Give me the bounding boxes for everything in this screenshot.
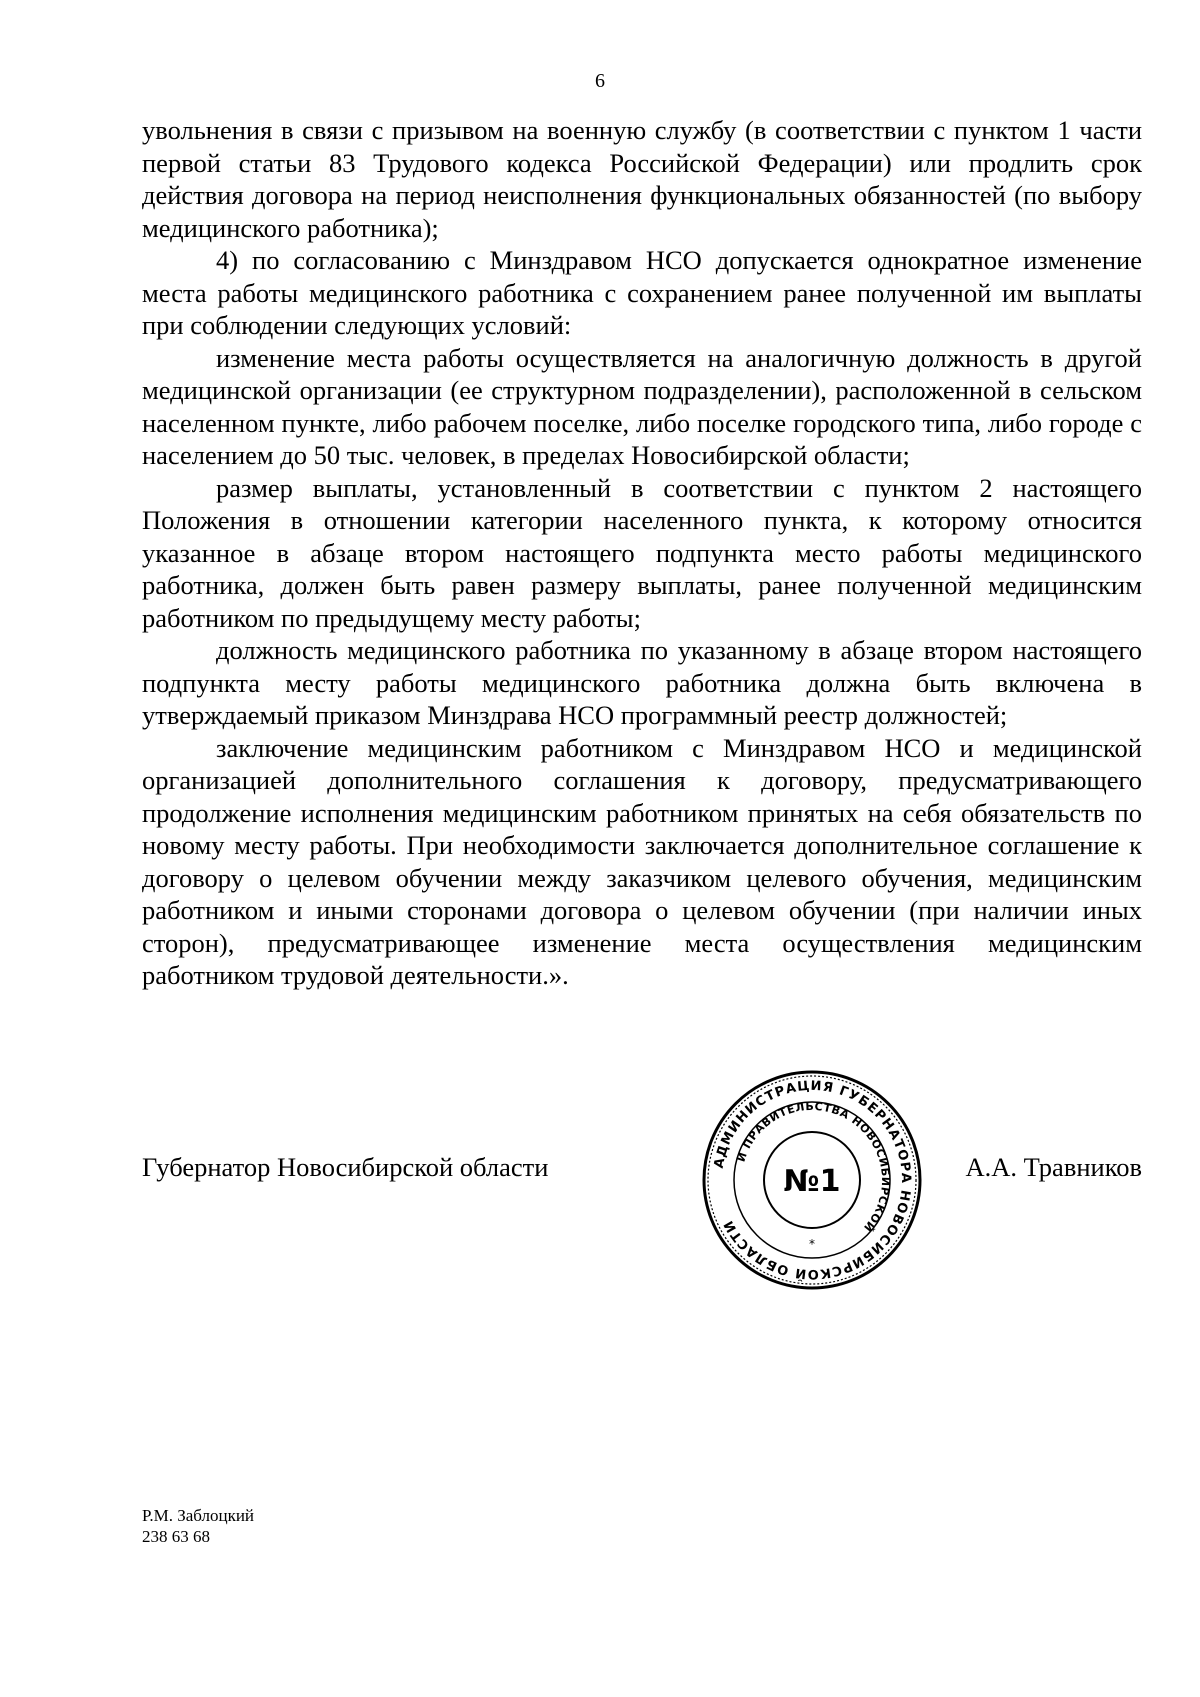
paragraph-3: изменение места работы осуществляется на аналогичную должность в другой медицинской организации (ее структурном подразделении), расположенной в сельском населенном пункте, либо рабочем поселке, либо поселке городского типа, либо городе с населением до 50 тыс. человек, в пределах Новосибирской области; <box>142 342 1142 470</box>
executor-name: Р.М. Заблоцкий <box>142 1506 255 1525</box>
page-number: 6 <box>595 70 605 92</box>
paragraph-6: заключение медицинским работником с Минздравом НСО и медицинской организацией дополнительного соглашения к договору, предусматривающего продолжение исполнения медицинским работником принятых на себя обязательств по новому месту работы. При необходимости заключается дополнительное соглашение к договору о целевом обучении между заказчиком целевого обучения, медицинским работником и иными сторонами договора о целевом обучении (при наличии иных сторон), предусматривающее изменение места осуществления медицинским работником трудовой деятельности.». <box>142 732 1142 990</box>
signatory-title: Губернатор Новосибирской области <box>142 1152 549 1182</box>
executor-phone: 238 63 68 <box>142 1527 210 1546</box>
official-seal <box>700 1068 924 1292</box>
seal-star-icon: * <box>809 1237 815 1251</box>
footer-contact <box>142 1505 254 1547</box>
paragraph-1: увольнения в связи с призывом на военную службу (в соответствии с пунктом 1 части первой статьи 83 Трудового кодекса Российской Федерации) или продлить срок действия договора на период неисполнения функциональных обязанностей (по выбору медицинского работника); <box>142 115 1142 243</box>
paragraph-2: 4) по согласованию с Минздравом НСО допускается однократное изменение места работы медицинского работника с сохранением ранее полученной им выплаты при соблюдении следующих условий: <box>142 245 1142 340</box>
seal-center-number: №1 <box>783 1164 841 1199</box>
seal-outer-text: АДМИНИСТРАЦИЯ ГУБЕРНАТОРА НОВОСИБИРСКОЙ ОБЛАСТИ <box>711 1078 914 1282</box>
signatory-name: А.А. Травников <box>965 1152 1142 1182</box>
document-body <box>142 114 1142 992</box>
seal-inner-text: И ПРАВИТЕЛЬСТВА НОВОСИБИРСКОЙ <box>734 1099 893 1235</box>
paragraph-5: должность медицинского работника по указанному в абзаце втором настоящего подпункта месту работы медицинского работника должна быть включена в утверждаемый приказом Минздрава НСО программный реестр должностей; <box>142 635 1142 730</box>
signature-block <box>142 1152 1142 1192</box>
paragraph-4: размер выплаты, установленный в соответствии с пунктом 2 настоящего Положения в отношении категории населенного пункта, к которому относится указанное в абзаце втором настоящего подпункта место работы медицинского работника, должен быть равен размеру выплаты, ранее полученной медицинским работником по предыдущему месту работы; <box>142 472 1142 633</box>
